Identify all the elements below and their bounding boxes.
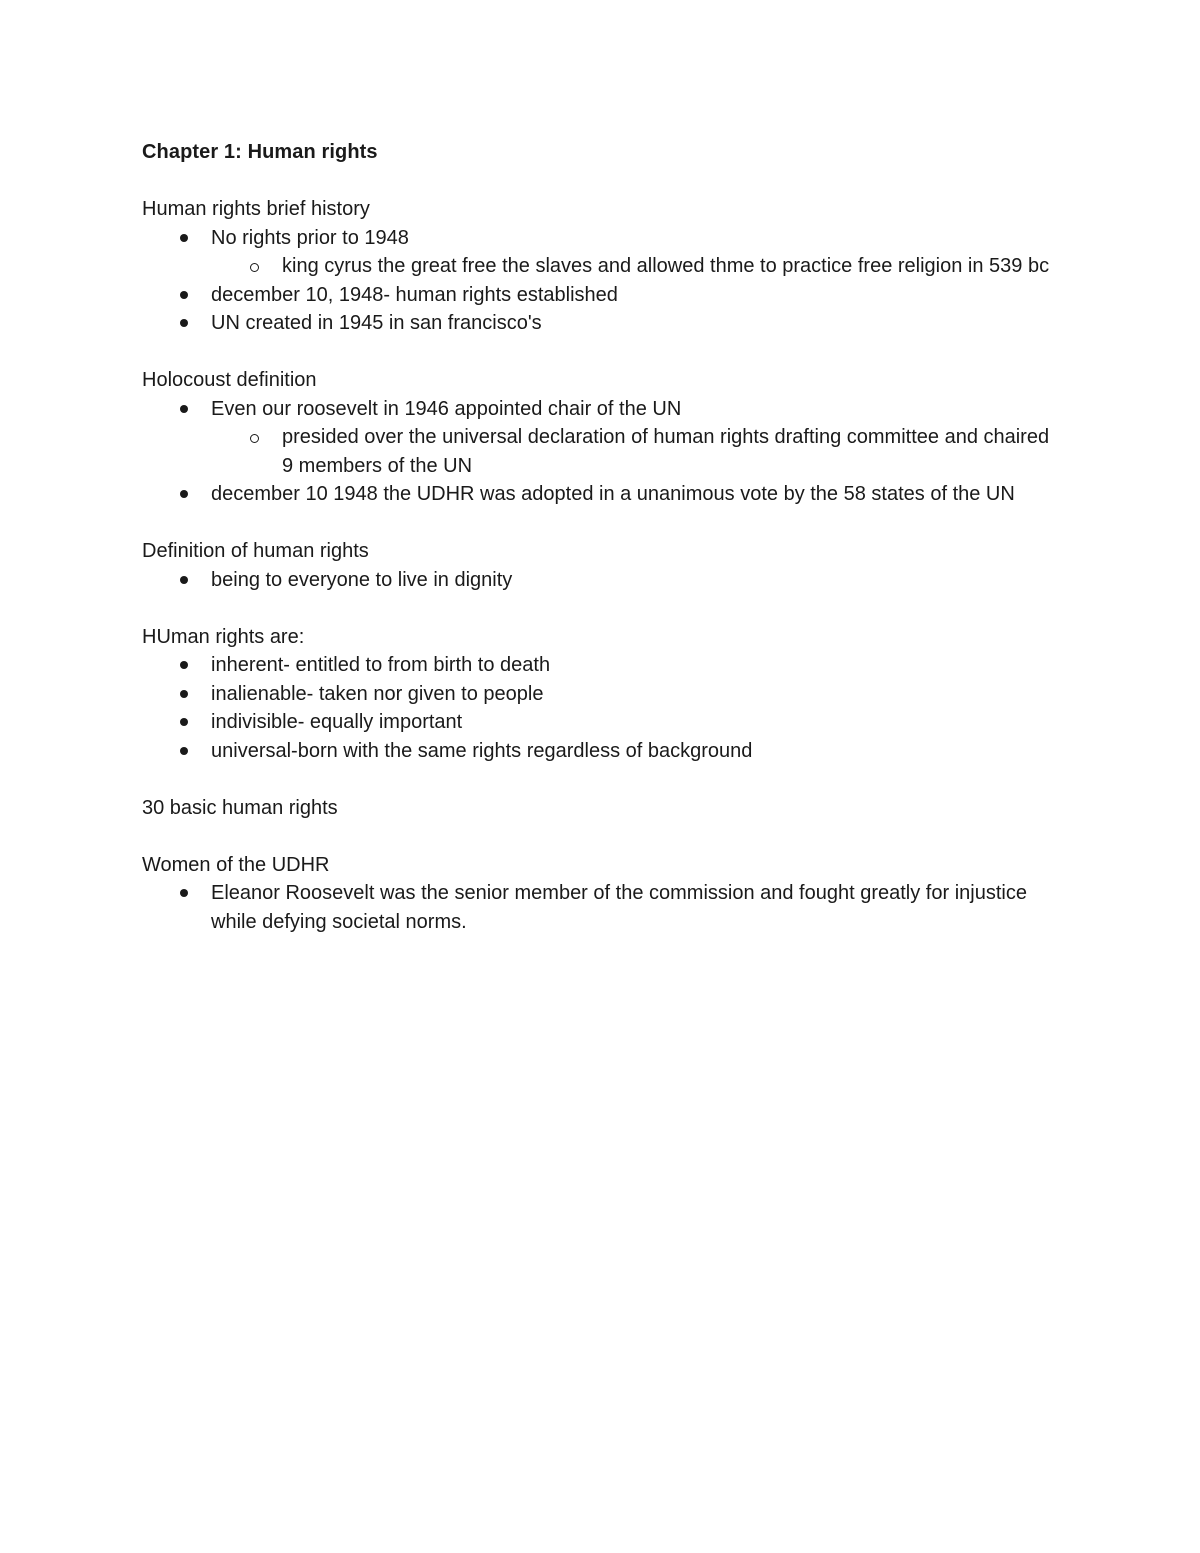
- document-page: [142, 138, 1052, 936]
- list-item: [142, 566, 1052, 595]
- hollow-bullet-icon: [250, 263, 259, 272]
- list-item: [142, 737, 1052, 766]
- filled-bullet-icon: [180, 889, 188, 897]
- filled-bullet-icon: [180, 576, 188, 584]
- list-item: [142, 879, 1052, 936]
- filled-bullet-icon: [180, 405, 188, 413]
- list-item-text: december 10 1948 the UDHR was adopted in a unanimous vote by the 58 states of the UN: [211, 483, 1015, 505]
- list-item: [142, 395, 1052, 424]
- list-item: [142, 224, 1052, 253]
- spacer: [142, 338, 1052, 367]
- spacer: [142, 822, 1052, 851]
- section-heading: Women of the UDHR: [142, 853, 330, 876]
- filled-bullet-icon: [180, 319, 188, 327]
- list-item: [142, 651, 1052, 680]
- list-item: [142, 480, 1052, 509]
- filled-bullet-icon: [180, 291, 188, 299]
- list-item-text: UN created in 1945 in san francisco's: [211, 312, 542, 334]
- list-item-text: inherent- entitled to from birth to death: [211, 654, 551, 676]
- section-heading: HUman rights are:: [142, 625, 305, 648]
- list-item-text: inalienable- taken nor given to people: [211, 682, 544, 705]
- list-item: [142, 252, 1052, 281]
- list-item-text: No rights prior to 1948: [211, 226, 409, 249]
- filled-bullet-icon: [180, 718, 188, 726]
- list-item-text: indivisible- equally important: [211, 711, 463, 733]
- section-heading: Human rights brief history: [142, 198, 370, 220]
- list-item: [142, 680, 1052, 709]
- filled-bullet-icon: [180, 690, 188, 698]
- list-item: [142, 708, 1052, 737]
- spacer: [142, 509, 1052, 538]
- list-item-text: Even our roosevelt in 1946 appointed chair of the UN: [211, 397, 682, 420]
- list-item: [142, 423, 1052, 480]
- list-item-text: universal-born with the same rights regardless of background: [211, 739, 753, 762]
- section-heading: Holocoust definition: [142, 369, 317, 391]
- list-item-text: presided over the universal declaration of human rights drafting committee and chaired 9 members of the UN: [282, 426, 1050, 477]
- spacer: [142, 765, 1052, 794]
- list-item: [142, 281, 1052, 310]
- filled-bullet-icon: [180, 234, 188, 242]
- filled-bullet-icon: [180, 661, 188, 669]
- hollow-bullet-icon: [250, 434, 259, 443]
- filled-bullet-icon: [180, 747, 188, 755]
- spacer: [142, 167, 1052, 196]
- section-heading: 30 basic human rights: [142, 796, 338, 819]
- section-heading: Definition of human rights: [142, 540, 369, 562]
- bullet-list: [142, 879, 1052, 936]
- list-item: [142, 309, 1052, 338]
- list-item-text: december 10, 1948- human rights established: [211, 283, 618, 306]
- list-item-text: king cyrus the great free the slaves and allowed thme to practice free religion in 539 bc: [282, 255, 1050, 277]
- bullet-list: [142, 395, 1052, 509]
- list-item-text: Eleanor Roosevelt was the senior member of the commission and fought greatly for injustice while defying societal norms.: [211, 882, 1027, 933]
- list-item-text: being to everyone to live in dignity: [211, 568, 513, 591]
- bullet-list: [142, 224, 1052, 338]
- spacer: [142, 594, 1052, 623]
- chapter-title: Chapter 1: Human rights: [142, 141, 378, 163]
- bullet-list: [142, 651, 1052, 765]
- bullet-list: [142, 566, 1052, 595]
- filled-bullet-icon: [180, 490, 188, 498]
